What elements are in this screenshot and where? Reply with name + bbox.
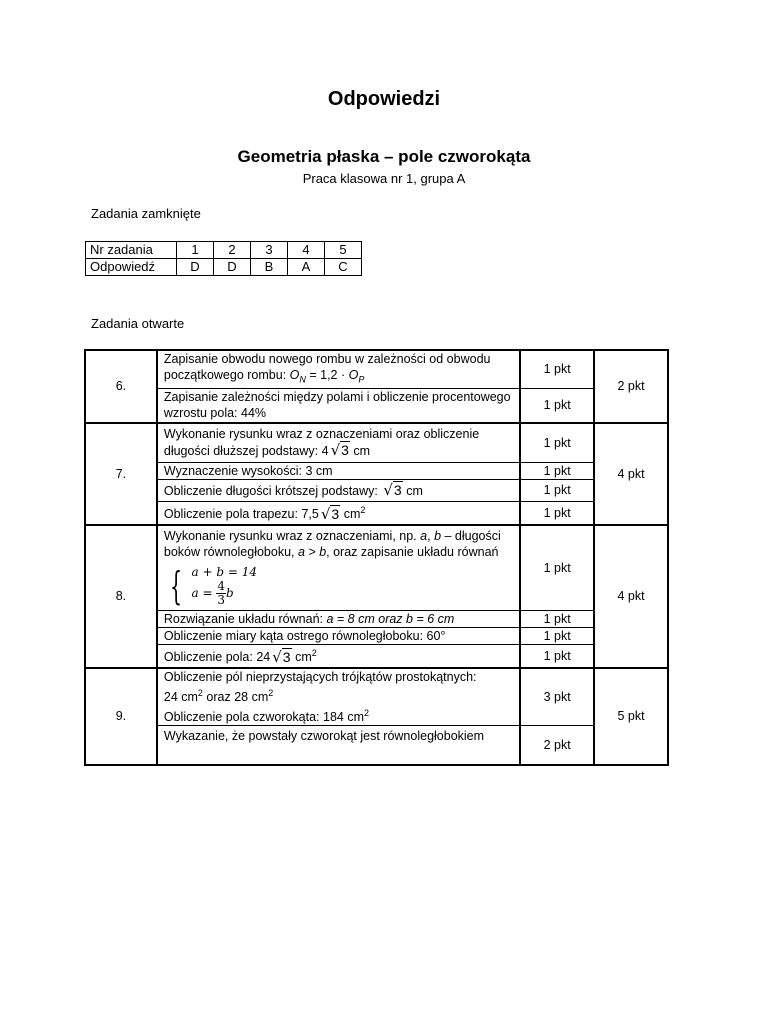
task-criterion <box>157 423 520 463</box>
sqrt-symbol: √3 <box>320 504 340 523</box>
test-subtitle: Praca klasowa nr 1, grupa A <box>302 171 466 186</box>
task-total-points: 5 pkt <box>594 668 668 765</box>
task-criterion <box>157 388 520 423</box>
closed-number-cell: 4 <box>288 242 325 259</box>
task-total-points: 2 pkt <box>594 350 668 423</box>
criterion-text: Zapisanie obwodu nowego rombu w zależności od obwodu początkowego rombu: <box>163 352 491 382</box>
closed-head-number: Nr zadania <box>86 242 177 259</box>
criterion-points: 1 pkt <box>520 644 594 668</box>
closed-numbers-row <box>86 242 362 259</box>
criterion-value: 3 cm <box>305 463 333 478</box>
criterion-line-1: Obliczenie pól nieprzystających trójkątów prostokątnych: <box>163 669 477 684</box>
criterion-value: a = 8 cm oraz b = 6 cm <box>326 611 455 626</box>
task-criterion <box>157 610 520 627</box>
criterion-points: 1 pkt <box>520 423 594 463</box>
unit-exponent: 2 <box>268 687 274 698</box>
task-number: 8. <box>85 525 157 668</box>
closed-head-answer: Odpowiedź <box>86 259 177 276</box>
task-8-row-1 <box>85 525 668 611</box>
criterion-unit: cm <box>295 650 312 665</box>
criterion-points: 1 pkt <box>520 462 594 479</box>
area-value-1: 24 cm <box>163 689 198 704</box>
inequality: a > b <box>298 545 327 559</box>
area-value-2: oraz 28 cm <box>202 689 269 704</box>
criterion-coefficient: 24 <box>256 650 271 665</box>
closed-answer-cell: C <box>325 259 362 276</box>
sqrt-symbol: √3 <box>330 441 349 459</box>
criterion-points: 1 pkt <box>520 627 594 644</box>
task-criterion <box>157 525 520 611</box>
criterion-text: Obliczenie pola: <box>163 650 253 665</box>
equation-2 <box>192 580 257 607</box>
sqrt-radicand: 3 <box>282 648 291 665</box>
criterion-coefficient: 7,5 <box>301 507 319 522</box>
closed-tasks-label: Zadania zamknięte <box>91 206 201 221</box>
criterion-points: 1 pkt <box>520 501 594 525</box>
fraction-numerator: 4 <box>217 579 226 593</box>
criterion-points: 2 pkt <box>520 725 594 765</box>
formula-sub-p: P <box>358 374 365 385</box>
task-8-row-2 <box>85 610 668 627</box>
criterion-unit: cm <box>343 507 361 522</box>
criterion-text: Zapisanie zależności między polami i obliczenie procentowego wzrostu pola: <box>163 390 511 420</box>
criterion-value: 60° <box>426 628 446 643</box>
task-criterion <box>157 350 520 388</box>
closed-answers-table <box>85 241 362 276</box>
criterion-coefficient: 4 <box>321 444 329 458</box>
section-title: Geometria płaska – pole czworokąta <box>237 147 531 166</box>
formula-o: O <box>289 368 300 382</box>
criterion-points: 1 pkt <box>520 479 594 501</box>
open-tasks-label: Zadania otwarte <box>91 316 185 331</box>
task-7-row-2 <box>85 462 668 479</box>
criterion-text: Wykonanie rysunku wraz z oznaczeniami, np. <box>163 529 417 543</box>
criterion-unit: cm <box>353 444 371 458</box>
equation-system <box>164 564 257 607</box>
task-criterion <box>157 627 520 644</box>
var-b: b <box>434 529 442 543</box>
comma: , <box>427 529 431 543</box>
sqrt-radicand: 3 <box>331 505 340 522</box>
brace-symbol: { <box>169 563 183 608</box>
task-number: 6. <box>85 350 157 423</box>
eq2-right: b <box>226 586 234 600</box>
task-6-row-2 <box>85 388 668 423</box>
closed-number-cell: 2 <box>214 242 251 259</box>
task-7-row-3 <box>85 479 668 501</box>
unit-exponent: 2 <box>360 505 366 516</box>
criterion-text: Wyznaczenie wysokości: <box>163 463 303 478</box>
task-7-row-4 <box>85 501 668 525</box>
page-title: Odpowiedzi <box>327 88 441 110</box>
criterion-points: 1 pkt <box>520 388 594 423</box>
criterion-text: Obliczenie miary kąta ostrego równoległoboku: <box>163 628 424 643</box>
criterion-points: 1 pkt <box>520 350 594 388</box>
closed-answer-cell: B <box>251 259 288 276</box>
closed-answers-row <box>86 259 362 276</box>
formula-sub-n: N <box>299 374 306 385</box>
closed-number-cell: 1 <box>177 242 214 259</box>
criterion-line-3 <box>164 705 513 725</box>
unit-exponent: 2 <box>311 648 317 659</box>
var-a: a <box>420 529 428 543</box>
formula-mid: = 1,2 · <box>305 368 349 382</box>
task-total-points: 4 pkt <box>594 423 668 525</box>
task-criterion: Wykazanie, że powstały czworokąt jest równoległobokiem <box>157 725 520 765</box>
task-8-row-3 <box>85 627 668 644</box>
criterion-text: Obliczenie pola czworokąta: <box>163 709 320 724</box>
closed-answer-cell: A <box>288 259 325 276</box>
open-answers-table <box>84 349 669 766</box>
criterion-points: 1 pkt <box>520 610 594 627</box>
criterion-text: Rozwiązanie układu równań: <box>163 611 323 626</box>
unit-exponent: 2 <box>197 687 203 698</box>
sqrt-radicand: 3 <box>393 481 402 498</box>
criterion-line-2 <box>164 685 513 705</box>
sqrt-symbol: √3 <box>272 647 291 666</box>
criterion-text: Obliczenie pola trapezu: <box>163 507 298 522</box>
unit-exponent: 2 <box>364 707 370 718</box>
task-number: 7. <box>85 423 157 525</box>
criterion-value: 44% <box>241 406 267 420</box>
area-total: 184 cm <box>323 709 364 724</box>
task-criterion <box>157 462 520 479</box>
task-9-row-1 <box>85 668 668 726</box>
task-7-row-1 <box>85 423 668 463</box>
criterion-unit: cm <box>406 483 423 498</box>
task-criterion <box>157 501 520 525</box>
closed-answer-cell: D <box>214 259 251 276</box>
closed-answer-cell: D <box>177 259 214 276</box>
equation-1: a + b = 14 <box>191 565 258 579</box>
criterion-text: Obliczenie długości krótszej podstawy: <box>163 483 378 498</box>
task-9-row-2 <box>85 725 668 765</box>
criterion-text-2: – długości boków równoległoboku, <box>163 529 501 559</box>
criterion-points: 3 pkt <box>520 668 594 726</box>
fraction-denominator: 3 <box>217 593 226 607</box>
criterion-text-3: , oraz zapisanie układu równań <box>326 545 499 559</box>
closed-number-cell: 3 <box>251 242 288 259</box>
fraction <box>216 580 226 607</box>
task-number: 9. <box>85 668 157 765</box>
task-criterion <box>157 668 520 726</box>
task-criterion <box>157 644 520 668</box>
formula-o2: O <box>348 368 359 382</box>
criterion-text: Wykonanie rysunku wraz z oznaczeniami oraz obliczenie długości dłuższej podstawy: <box>163 427 480 458</box>
criterion-points: 1 pkt <box>520 525 594 611</box>
task-6-row-1 <box>85 350 668 388</box>
eq2-left: a = <box>191 586 213 600</box>
task-criterion <box>157 479 520 501</box>
sqrt-radicand: 3 <box>341 442 349 458</box>
task-total-points: 4 pkt <box>594 525 668 668</box>
sqrt-symbol: √3 <box>383 480 402 499</box>
closed-number-cell: 5 <box>325 242 362 259</box>
task-8-row-4 <box>85 644 668 668</box>
